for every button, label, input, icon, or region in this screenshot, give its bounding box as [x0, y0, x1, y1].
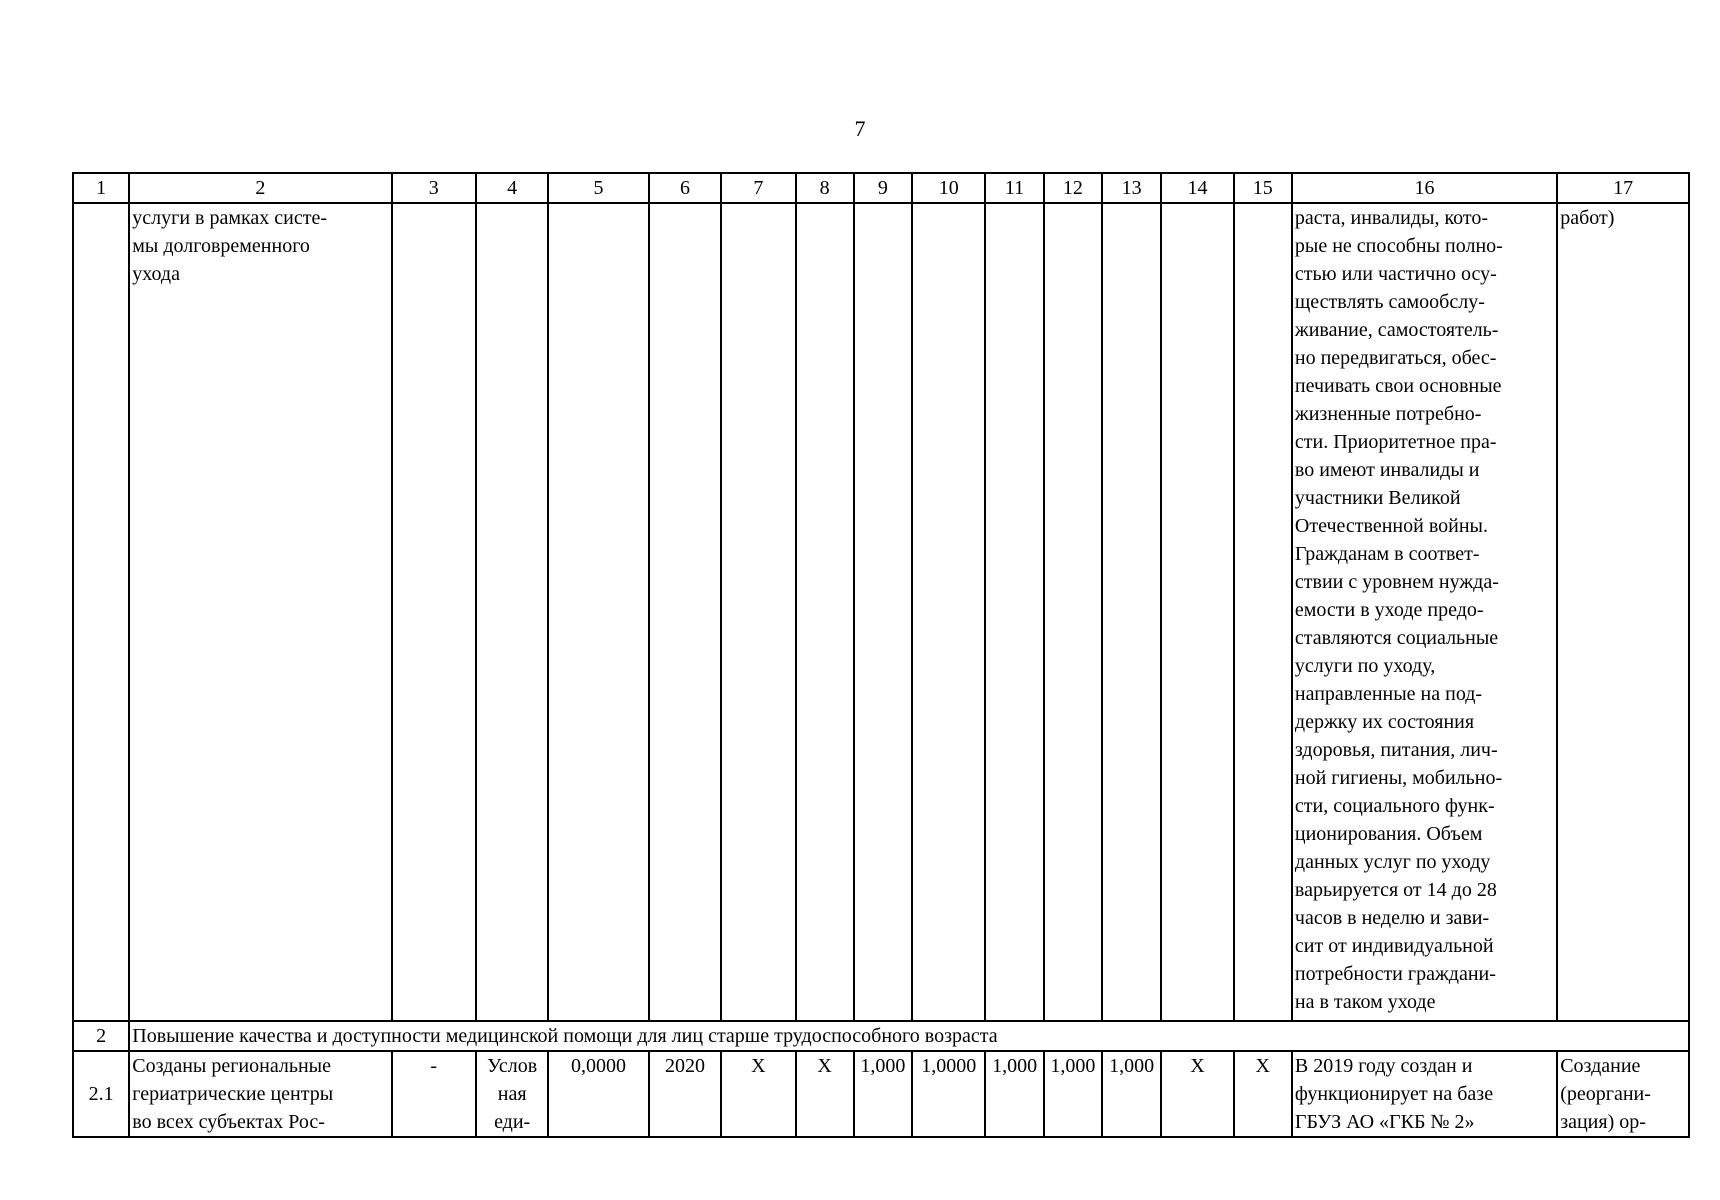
- table-cell: [796, 203, 854, 1021]
- table-cell-unit: [476, 1051, 548, 1137]
- cell-line: еди-: [494, 1111, 531, 1133]
- cell-line: мы долговременного: [132, 235, 310, 257]
- table-cell: [476, 203, 548, 1021]
- table-cell: 1,000: [1044, 1051, 1102, 1137]
- cell-line: ствии с уровнем нужда-: [1294, 571, 1499, 593]
- cell-line: работ): [1560, 207, 1615, 229]
- col-header: 11: [985, 173, 1043, 203]
- cell-line: во имеют инвалиды и: [1294, 459, 1480, 481]
- table-cell: [721, 203, 795, 1021]
- cell-line: сти, социального функ-: [1294, 795, 1495, 817]
- cell-line: ществлять самообслу-: [1294, 291, 1485, 313]
- col-header: 14: [1161, 173, 1233, 203]
- table-row-continued: [73, 203, 1689, 1021]
- cell-line: услуги по уходу,: [1294, 655, 1436, 677]
- table-cell: 1,000: [1102, 1051, 1161, 1137]
- cell-line: ГБУЗ АО «ГКБ № 2»: [1294, 1111, 1475, 1133]
- table-cell: [1102, 203, 1161, 1021]
- cell-line: (реоргани-: [1560, 1083, 1651, 1105]
- cell-line: сти. Приоритетное пра-: [1294, 431, 1497, 453]
- cell-line: ная: [497, 1083, 527, 1105]
- cell-line: данных услуг по уходу: [1294, 851, 1491, 873]
- col-header: 16: [1292, 173, 1557, 203]
- cell-line: Отечественной войны.: [1294, 515, 1488, 537]
- cell-line: жизненные потребно-: [1294, 403, 1482, 425]
- cell-line: Создание: [1560, 1055, 1641, 1077]
- table-cell: [854, 203, 912, 1021]
- cell-line: Созданы региональные: [132, 1055, 331, 1077]
- col-header: 9: [854, 173, 912, 203]
- cell-line: рые не способны полно-: [1294, 235, 1503, 257]
- table-cell: [392, 203, 476, 1021]
- table-cell: 1,000: [854, 1051, 912, 1137]
- col-header: 17: [1557, 173, 1689, 203]
- page-number: 7: [854, 116, 866, 141]
- cell-line: живание, самостоятель-: [1294, 319, 1499, 341]
- cell-line: во всех субъектах Рос-: [132, 1111, 325, 1133]
- section-title: Повышение качества и доступности медицинской помощи для лиц старше трудоспособного возраста: [129, 1021, 1689, 1051]
- cell-line: В 2019 году создан и: [1294, 1055, 1473, 1077]
- table-cell: [1161, 203, 1233, 1021]
- col-header: 5: [548, 173, 648, 203]
- table-row: [73, 1051, 1689, 1137]
- cell-line: ухода: [132, 263, 180, 285]
- cell-line: направленные на под-: [1294, 683, 1483, 705]
- table-cell-comment: [1292, 1051, 1557, 1137]
- cell-line: часов в неделю и зави-: [1294, 907, 1490, 929]
- col-header: 4: [476, 173, 548, 203]
- data-table: [72, 172, 1690, 1138]
- table-cell: [548, 203, 648, 1021]
- table-cell-description: [129, 1051, 391, 1137]
- table-cell-note: [1557, 203, 1689, 1021]
- col-header: 6: [649, 173, 721, 203]
- col-header: 13: [1102, 173, 1161, 203]
- table-cell: [1234, 203, 1292, 1021]
- cell-line: но передвигаться, обес-: [1294, 347, 1497, 369]
- table-cell: 1,000: [985, 1051, 1043, 1137]
- table-cell: [912, 203, 985, 1021]
- col-header: 15: [1234, 173, 1292, 203]
- col-header: 7: [721, 173, 795, 203]
- table-cell: [985, 203, 1043, 1021]
- cell-line: сит от индивидуальной: [1294, 935, 1494, 957]
- cell-line: функционирует на базе: [1294, 1083, 1494, 1105]
- cell-line: печивать свои основные: [1294, 375, 1502, 397]
- table-cell: X: [796, 1051, 854, 1137]
- col-header: 2: [129, 173, 391, 203]
- col-header: 10: [912, 173, 985, 203]
- cell-line: емости в уходе предо-: [1294, 599, 1484, 621]
- table-cell: [73, 203, 129, 1021]
- table-cell-base-value: 0,0000: [548, 1051, 648, 1137]
- table-cell: -: [392, 1051, 476, 1137]
- cell-line: ной гигиены, мобильно-: [1294, 767, 1503, 789]
- cell-line: здоровья, питания, лич-: [1294, 739, 1498, 761]
- cell-line: потребности граждани-: [1294, 963, 1496, 985]
- cell-line: гериатрические центры: [132, 1083, 334, 1105]
- cell-line: участники Великой: [1294, 487, 1461, 509]
- table-cell-description: [129, 203, 391, 1021]
- cell-line: стью или частично осу-: [1294, 263, 1497, 285]
- section-number: 2: [73, 1021, 129, 1051]
- col-header: 8: [796, 173, 854, 203]
- table-cell-note: [1557, 1051, 1689, 1137]
- cell-line: зация) ор-: [1560, 1111, 1646, 1133]
- table-cell: X: [721, 1051, 795, 1137]
- header-row: [73, 173, 1689, 203]
- cell-line: держку их состояния: [1294, 711, 1475, 733]
- col-header: 12: [1044, 173, 1102, 203]
- table-cell: [649, 203, 721, 1021]
- table-cell-comment: [1292, 203, 1557, 1021]
- col-header: 3: [392, 173, 476, 203]
- row-number: 2.1: [73, 1051, 129, 1137]
- cell-line: на в таком уходе: [1294, 991, 1436, 1013]
- table-cell: [1044, 203, 1102, 1021]
- cell-line: Услов: [487, 1055, 538, 1077]
- cell-line: услуги в рамках систе-: [132, 207, 328, 229]
- table-cell: X: [1161, 1051, 1233, 1137]
- cell-line: Гражданам в соответ-: [1294, 543, 1480, 565]
- cell-line: ционирования. Объем: [1294, 823, 1483, 845]
- col-header: 1: [73, 173, 129, 203]
- cell-line: варьируется от 14 до 28: [1294, 879, 1497, 901]
- table-cell: X: [1234, 1051, 1292, 1137]
- table-cell: 1,0000: [912, 1051, 985, 1137]
- table-cell-base-year: 2020: [649, 1051, 721, 1137]
- cell-line: ставляются социальные: [1294, 627, 1499, 649]
- section-row: [73, 1021, 1689, 1051]
- cell-line: раста, инвалиды, кото-: [1294, 207, 1489, 229]
